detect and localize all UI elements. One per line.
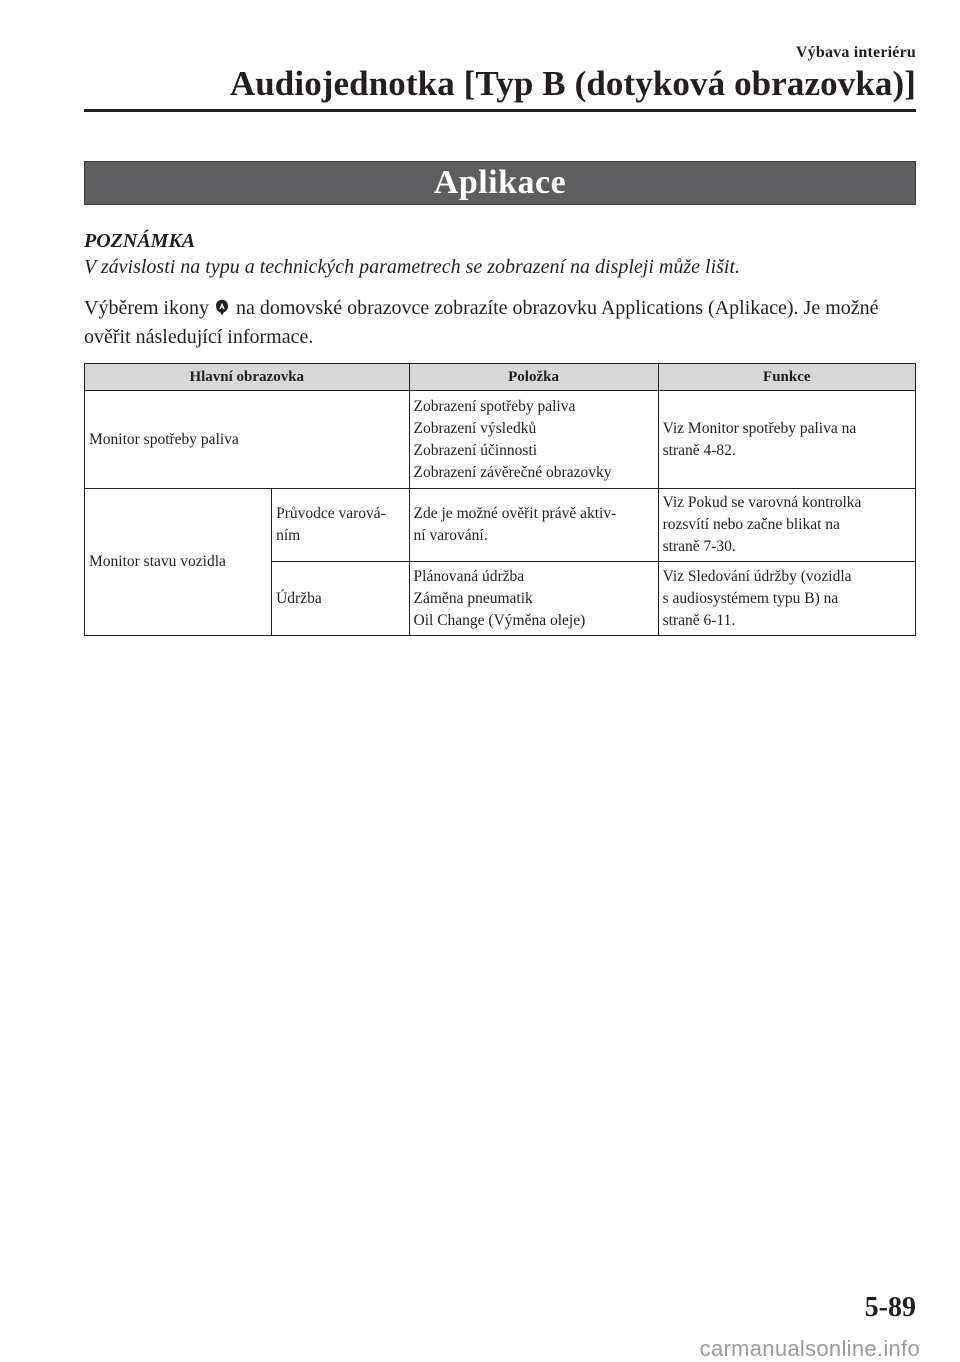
cell-function-fuel-monitor: [658, 391, 915, 489]
body-text-after-icon: na domovské obrazovce zobrazíte obrazovku Applications (Aplikace). Je možné ověřit následující informace.: [84, 297, 879, 348]
applications-table: [84, 363, 916, 636]
cell-main-fuel-monitor: Monitor spotřeby paliva: [85, 391, 410, 489]
list-item: Zobrazení výsledků: [413, 419, 537, 437]
table-row: [85, 391, 916, 489]
cell-maintenance-items: [409, 562, 658, 636]
sub-item-line: Průvodce varová-: [276, 505, 386, 522]
item-line: Zde je možné ověřit právě aktiv-: [413, 505, 617, 522]
cell-warning-function: [658, 489, 915, 562]
list-item: Zobrazení spotřeby paliva: [413, 397, 576, 415]
list-item: Plánovaná údržba: [413, 567, 525, 585]
table-row: [85, 489, 916, 562]
function-line: Viz Sledování údržby (vozidla: [662, 567, 852, 585]
header-function: Funkce: [658, 364, 915, 391]
header-divider: [84, 109, 916, 112]
sub-item-line: ním: [276, 527, 301, 544]
section-banner: Aplikace: [84, 161, 916, 205]
function-line: straně 6-11.: [662, 611, 736, 629]
cell-items-fuel-monitor: [409, 391, 658, 489]
function-line: Viz Monitor spotřeby paliva na: [662, 419, 857, 437]
cell-maintenance: Údržba: [272, 562, 409, 636]
list-item: Zobrazení účinnosti: [413, 441, 538, 459]
note-label: POZNÁMKA: [84, 230, 196, 252]
list-item: Záměna pneumatik: [413, 589, 533, 607]
page-title: Audiojednotka [Typ B (dotyková obrazovka)]: [229, 64, 916, 103]
page-number: 5-89: [864, 1292, 916, 1323]
item-line: ní varování.: [413, 527, 488, 544]
note-text: V závislosti na typu a technických parametrech se zobrazení na displeji může lišit.: [84, 256, 741, 278]
function-line: straně 7-30.: [662, 538, 736, 555]
cell-maintenance-function: [658, 562, 915, 636]
watermark-link[interactable]: carmanualsonline.info: [699, 1336, 920, 1361]
body-paragraph: [84, 294, 916, 352]
function-line: straně 4-82.: [662, 441, 736, 459]
list-item: Zobrazení závěrečné obrazovky: [413, 463, 612, 481]
header-main-screen: Hlavní obrazovka: [85, 364, 410, 391]
function-line: rozsvítí nebo začne blikat na: [662, 516, 840, 533]
table-header-row: [85, 364, 916, 391]
cell-warning-guide: [272, 489, 409, 562]
section-label: Výbava interiéru: [795, 44, 916, 61]
function-line: s audiosystémem typu B) na: [662, 589, 839, 607]
cell-main-vehicle-status: Monitor stavu vozidla: [85, 489, 272, 636]
body-text-before-icon: Výběrem ikony: [84, 297, 209, 319]
cell-warning-item: [409, 489, 658, 562]
applications-icon: [215, 299, 229, 316]
function-line: Viz Pokud se varovná kontrolka: [662, 494, 862, 511]
header-item: Položka: [409, 364, 658, 391]
list-item: Oil Change (Výměna oleje): [413, 611, 586, 629]
